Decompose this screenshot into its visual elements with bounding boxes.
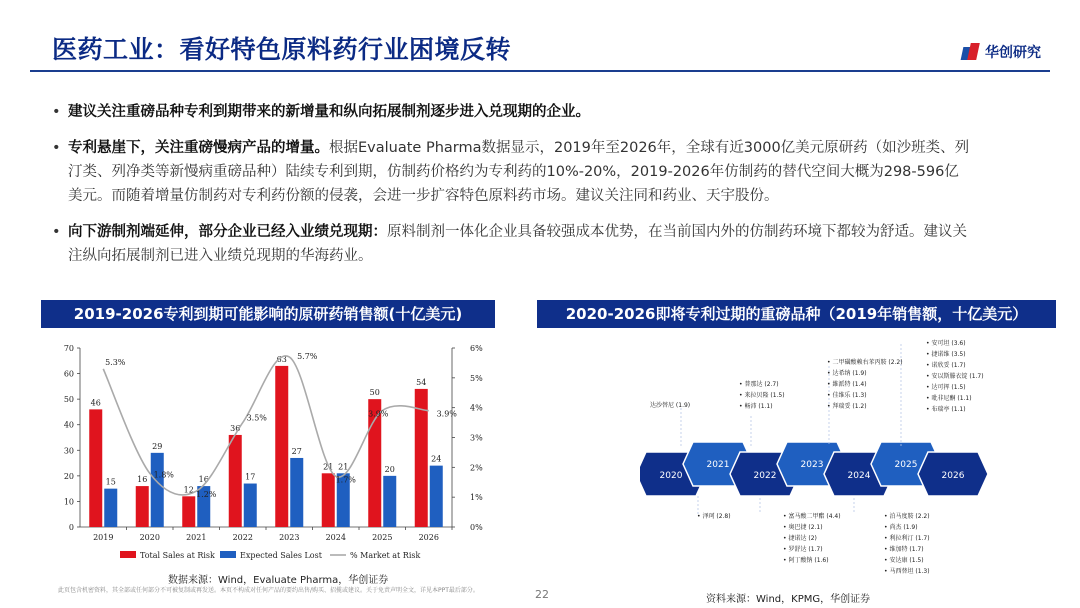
y-tick-label: 50 [63,395,74,405]
bullet-bold: 向下游制剂端延伸，部分企业已经入业绩兑现期： [68,224,387,240]
drug-item: • 泽珂 (2.8) [697,511,731,522]
timeline-year-label: 2024 [847,471,871,481]
data-label-lost: 24 [431,454,442,464]
timeline-year-label: 2025 [894,460,918,470]
data-label-total: 12 [183,485,194,495]
y-tick-label: 70 [63,344,74,353]
bar-expected-lost [290,458,303,527]
drug-item: • 来拉贝隆 (1.5) [739,390,785,401]
data-label-lost: 29 [152,441,163,451]
x-tick-label: 2020 [139,533,160,542]
drugs-2022-bottom [783,511,841,566]
x-tick-label: 2024 [325,533,346,542]
drug-item: • 利拉利汀 (1.7) [884,533,930,544]
bar-total-sales [182,496,195,527]
drug-item: • 达可挥 (1.5) [926,382,984,393]
y-tick-label: 30 [63,446,74,456]
data-label-pct: 5.7% [297,351,318,361]
bar-expected-lost [151,453,164,527]
bar-expected-lost [430,466,443,527]
bar-expected-lost [383,476,396,527]
timeline-year-label: 2021 [706,460,730,470]
data-label-lost: 16 [198,475,209,485]
timeline-year-label: 2026 [941,471,965,481]
drug-item: • 普那达 (2.7) [739,379,785,390]
drug-item: • 泊马度胺 (2.2) [884,511,930,522]
data-label-total: 21 [323,462,334,472]
bullet-text: 根据Evaluate Pharma数据显示，2019年至2026年，全球有近3000亿美元原研药（如沙班类、列汀类、列净类等新慢病重磅品种）陆续专利到期，仿制药价格约为专利药的10%-20%，2019-2026年仿制药的替代空间大概为298-596亿美元。而随着增量仿制药对专利药份额的侵袭，会进一步扩容特色原料药市场。建议关注同和药业、天宇股份。 [68,140,970,204]
bar-total-sales [89,409,102,527]
data-label-pct: 1.2% [196,490,217,500]
drug-item: • 拜瑞妥 (1.2) [827,401,903,412]
drug-item: • 吡非尼酮 (1.1) [926,393,984,404]
page-number: 22 [535,588,549,601]
drug-item: • 維派特 (1.4) [827,379,903,390]
bar-total-sales [322,473,335,527]
drug-item: • 诺欣妥 (1.7) [926,360,984,371]
bar-expected-lost [244,484,257,527]
drug-item: • 布瑞亭 (1.1) [926,404,984,415]
timeline-source: 资料来源：Wind，KPMG，华创证券 [706,594,871,605]
y-tick-label: 40 [63,420,74,430]
y2-tick-label: 1% [470,493,483,503]
y-tick-label: 60 [63,369,74,379]
drug-item: • 佳维乐 (1.3) [827,390,903,401]
drug-item: • 捷诺达 (2) [783,533,841,544]
data-label-lost: 21 [338,462,349,472]
y2-tick-label: 5% [470,373,483,383]
drug-item: • 奥巴捷 (2.1) [783,522,841,533]
bar-expected-lost [104,489,117,527]
drugs-2024-top [827,357,903,412]
data-label-total: 46 [90,398,101,408]
x-tick-label: 2022 [232,533,253,542]
data-label-pct: 3.9% [368,409,389,419]
y2-tick-label: 2% [470,463,483,473]
bullet-bold: 建议关注重磅品种专利到期带来的新增量和纵向拓展制剂逐步进入兑现期的企业。 [68,104,590,120]
data-label-pct: 5.3% [105,357,126,367]
data-label-total: 63 [276,354,287,364]
data-label-lost: 20 [384,464,395,474]
drugs-2024-bottom [884,511,930,577]
logo-mark-icon [962,43,980,61]
x-tick-label: 2021 [186,533,207,542]
data-label-pct: 1.7% [335,475,356,485]
x-tick-label: 2025 [372,533,393,542]
left-panel-title: 2019-2026专利到期可能影响的原研药销售额(十亿美元) [41,300,495,328]
drug-item: • 维加特 (1.7) [884,544,930,555]
y-tick-label: 20 [63,471,74,481]
bullet-list [52,100,972,280]
data-label-pct: 1.8% [153,470,174,480]
data-label-lost: 15 [105,477,116,487]
y2-tick-label: 4% [470,403,483,413]
right-panel-title: 2020-2026即将专利过期的重磅品种（2019年销售额，十亿美元） [537,300,1056,328]
data-label-total: 54 [416,377,427,387]
drug-item: 达沙替尼 (1.9) [650,402,691,409]
drug-item: • 罗舒达 (1.7) [783,544,841,555]
drugs-2022-top [739,379,785,412]
y2-tick-label: 6% [470,344,483,353]
drug-item: • 马西替坦 (1.3) [884,566,930,577]
drug-item: • 捷诺维 (3.5) [926,349,984,360]
page-title: 医药工业：看好特色原料药行业困境反转 [52,35,512,64]
drug-item: • 畅沛 (1.1) [739,401,785,412]
logo-text: 华创研究 [985,45,1041,61]
drug-item: • 二甲磺酸赖右苯丙胺 (2.2) [827,357,903,368]
legend-label: Expected Sales Lost [240,551,322,560]
y-tick-label: 0 [68,523,74,532]
drug-item: • 阿丁酸钠 (1.6) [783,555,841,566]
timeline-year-label: 2023 [800,460,824,470]
timeline-year-label: 2022 [753,471,777,481]
legend-label: % Market at Risk [350,551,421,560]
patent-expiry-chart [30,336,490,568]
timeline-year-label: 2020 [659,471,683,481]
y2-tick-label: 0% [470,523,483,532]
drugs-2020-top [650,400,690,409]
drugs-2020-bottom [697,511,731,522]
y-tick-label: 10 [63,497,74,507]
data-label-total: 36 [230,423,241,433]
bullet-text: 原料制剂一体化企业具备较强成本优势，在当前国内外的仿制药环境下都较为舒适。建议关注纵向拓展制剂已进入业绩兑现期的华海药业。 [68,224,967,264]
data-label-lost: 27 [291,446,302,456]
x-tick-label: 2019 [93,533,114,542]
bullet-item [52,220,972,268]
bar-total-sales [136,486,149,527]
drug-item: • 安以斯滕衣锭 (1.7) [926,371,984,382]
x-tick-label: 2026 [418,533,439,542]
header-divider [30,70,1050,72]
drug-item: • 尚杰 (1.9) [884,522,930,533]
bar-total-sales [229,435,242,527]
chart-source: 数据来源：Wind，Evaluate Pharma，华创证券 [168,575,389,586]
bullet-bold: 专利悬崖下，关注重磅慢病产品的增量。 [68,140,329,156]
brand-logo [962,42,1041,62]
drug-item: • 富马酸二甲酯 (4.4) [783,511,841,522]
drug-item: • 达希纳 (1.9) [827,368,903,379]
data-label-pct: 3.9% [436,409,457,419]
drugs-2026-top [926,338,984,415]
data-label-total: 50 [369,388,380,398]
legend-swatch [220,551,236,558]
y2-tick-label: 3% [470,433,483,443]
data-label-total: 16 [137,475,148,485]
bar-total-sales [275,366,288,527]
bullet-item [52,100,972,124]
disclaimer: 此页包含机密资料，其全部或任何部分不可被复制或再发送。本页不构成对任何产品的要约出售/购买、招揽或建议。关于免责声明全文，详见本PPT最后部分。 [58,587,479,594]
x-tick-label: 2023 [279,533,300,542]
data-label-lost: 17 [245,472,256,482]
bullet-item [52,136,972,208]
data-label-pct: 3.5% [246,413,267,423]
drug-item: • 安可坦 (3.6) [926,338,984,349]
drug-item: • 安达康 (1.5) [884,555,930,566]
legend-swatch [120,551,136,558]
legend-label: Total Sales at Risk [140,551,215,560]
